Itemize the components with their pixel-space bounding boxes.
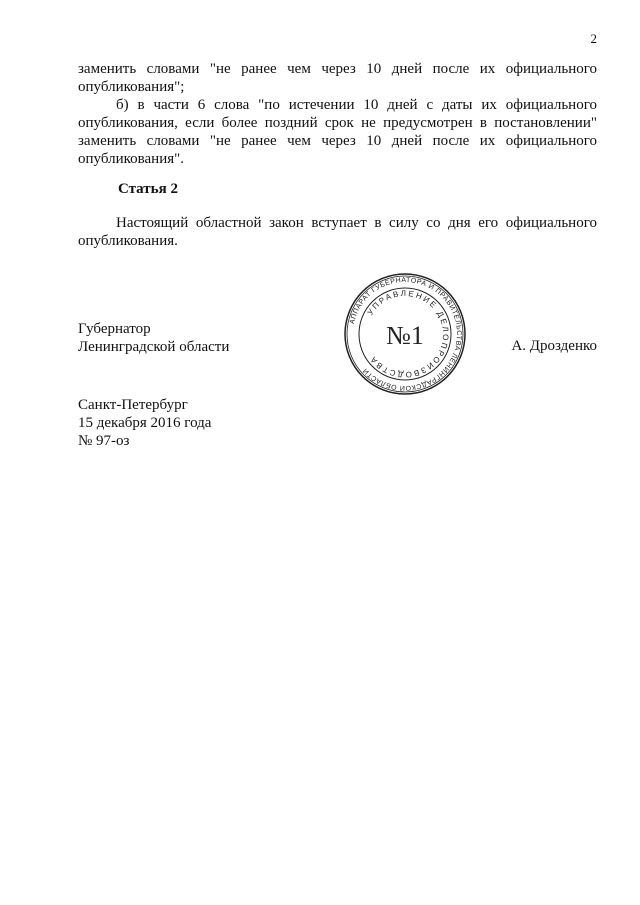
city: Санкт-Петербург	[78, 397, 188, 413]
stamp-outer-text: АППАРАТ ГУБЕРНАТОРА И ПРАВИТЕЛЬСТВА ЛЕНИНГРАДСКОЙ ОБЛАСТИ	[348, 276, 463, 392]
amendment-text	[78, 60, 597, 168]
signatory-position	[78, 320, 229, 356]
signatory-name: А. Дрозденко	[511, 338, 597, 354]
article-2-paragraph: Настоящий областной закон вступает в силу со дня его официального опубликования.	[78, 215, 597, 249]
article-2-text	[78, 214, 597, 250]
official-stamp	[343, 272, 467, 396]
stamp-inner-text: УПРАВЛЕНИЕ ДЕЛОПРОИЗВОДСТВА	[365, 288, 451, 380]
paragraph-2: б) в части 6 слова "по истечении 10 дней с даты их официального опубликования, если более поздний срок не предусмотрен в постановлении" заменить словами "не ранее чем через 10 дней после их официального опубликования".	[78, 97, 597, 167]
law-number: № 97-оз	[78, 433, 130, 449]
page-number: 2	[590, 31, 597, 46]
position-line-2: Ленинградской области	[78, 339, 230, 355]
stamp-number: №1	[386, 321, 424, 350]
date: 15 декабря 2016 года	[78, 415, 212, 431]
article-title: Статья 2	[118, 181, 178, 197]
position-line-1: Губернатор	[78, 321, 151, 337]
paragraph-1: заменить словами "не ранее чем через 10 дней после их официального опубликования";	[78, 61, 597, 95]
place-date-block	[78, 396, 211, 450]
